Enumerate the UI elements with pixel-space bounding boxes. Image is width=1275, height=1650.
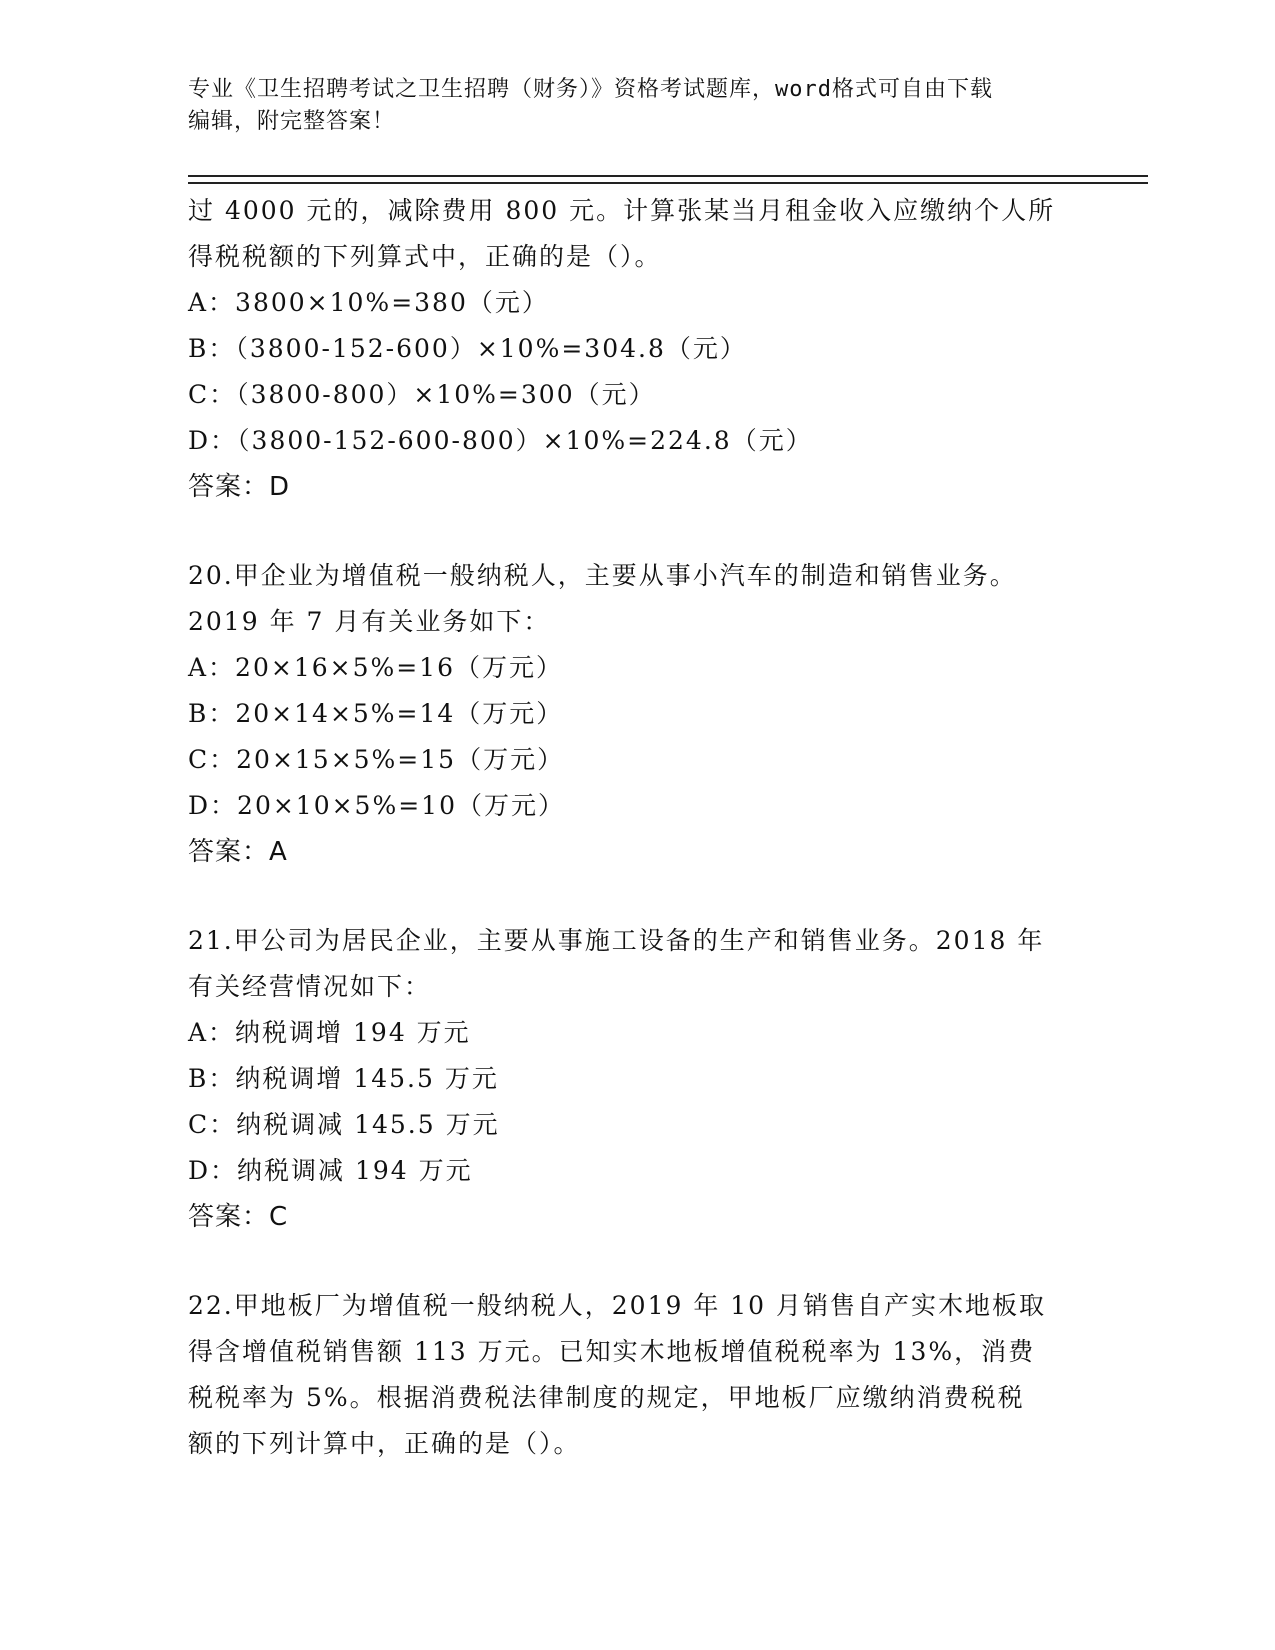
option-a: A：3800×10%=380（元） (188, 288, 549, 317)
question-stem-line: 有关经营情况如下： (188, 972, 432, 1001)
question-stem-line: 21.甲公司为居民企业，主要从事施工设备的生产和销售业务。2018 年 (188, 926, 1045, 955)
question-stem-line: 2019 年 7 月有关业务如下： (188, 607, 551, 636)
spacer (188, 1240, 1108, 1283)
question-19 (188, 188, 1108, 510)
header-divider-bottom (188, 182, 1148, 184)
answer-label: 答案：D (188, 472, 291, 502)
answer-label: 答案：A (188, 837, 288, 867)
document-header (188, 74, 1088, 138)
option-b: B：20×14×5%=14（万元） (188, 699, 564, 728)
question-stem-line: 税税率为 5%。根据消费税法律制度的规定，甲地板厂应缴纳消费税税 (188, 1383, 1025, 1412)
document-body (188, 188, 1108, 1467)
question-stem-line: 过 4000 元的，减除费用 800 元。计算张某当月租金收入应缴纳个人所 (188, 196, 1056, 225)
question-22 (188, 1283, 1108, 1467)
spacer (188, 875, 1108, 918)
question-stem-line: 得税税额的下列算式中，正确的是（）。 (188, 242, 662, 271)
question-stem-line: 22.甲地板厂为增值税一般纳税人，2019 年 10 月销售自产实木地板取 (188, 1291, 1047, 1320)
option-c: C：（3800-800）×10%=300（元） (188, 380, 656, 409)
answer-label: 答案：C (188, 1202, 289, 1232)
option-d: D：20×10×5%=10（万元） (188, 791, 565, 820)
option-a: A：20×16×5%=16（万元） (188, 653, 563, 682)
question-21 (188, 918, 1108, 1240)
header-line-1: 专业《卫生招聘考试之卫生招聘（财务）》资格考试题库，word格式可自由下载 (188, 77, 993, 102)
option-c: C：20×15×5%=15（万元） (188, 745, 565, 774)
option-d: D：（3800-152-600-800）×10%=224.8（元） (188, 426, 813, 455)
question-stem-line: 得含增值税销售额 113 万元。已知实木地板增值税税率为 13%，消费 (188, 1337, 1036, 1366)
option-c: C：纳税调减 145.5 万元 (188, 1110, 500, 1139)
option-b: B：纳税调增 145.5 万元 (188, 1064, 499, 1093)
question-20 (188, 553, 1108, 875)
option-d: D：纳税调减 194 万元 (188, 1156, 473, 1185)
question-stem-line: 20.甲企业为增值税一般纳税人，主要从事小汽车的制造和销售业务。 (188, 561, 1017, 590)
header-divider-top (188, 175, 1148, 177)
question-stem-line: 额的下列计算中，正确的是（）。 (188, 1429, 581, 1458)
option-b: B：（3800-152-600）×10%=304.8（元） (188, 334, 747, 363)
option-a: A：纳税调增 194 万元 (188, 1018, 471, 1047)
header-line-2: 编辑，附完整答案！ (188, 109, 396, 134)
spacer (188, 510, 1108, 553)
